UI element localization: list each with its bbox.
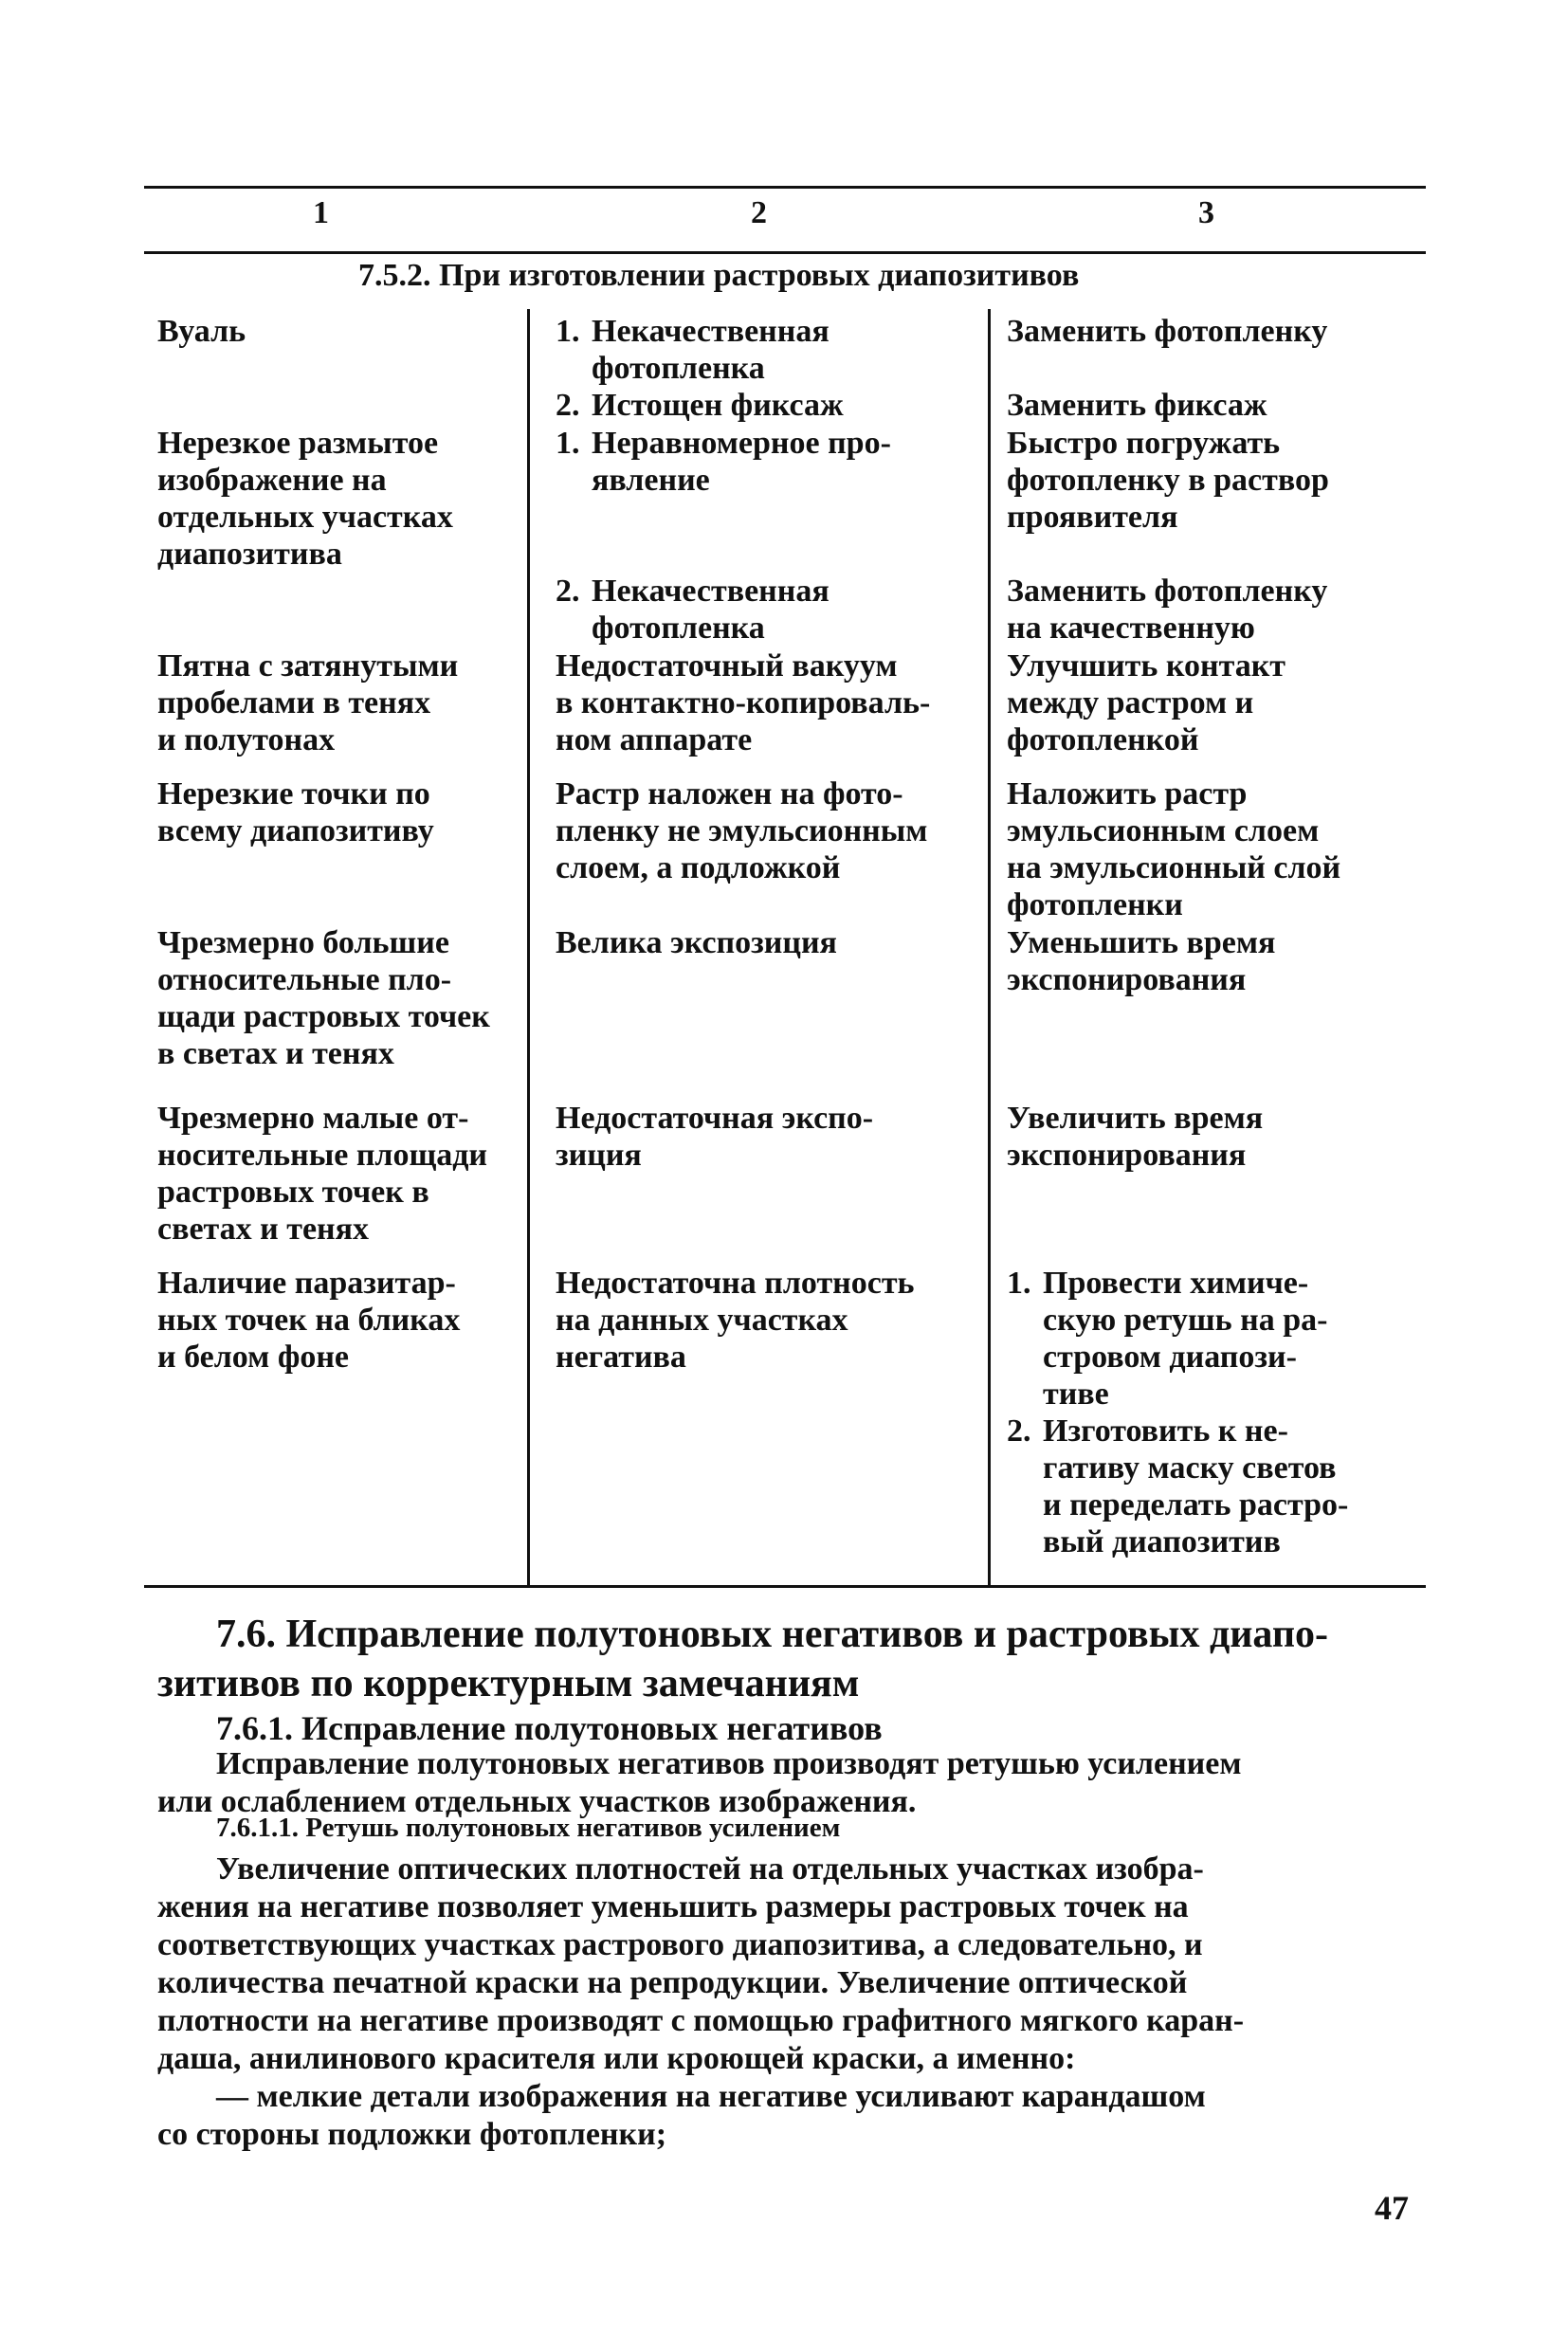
cell-line: фотопленкой [1007,722,1199,757]
cell-line: щади растровых точек [157,999,490,1034]
cell-line: светах и тенях [157,1212,370,1247]
cell-line: Заменить фотопленку [1007,574,1328,609]
table-row-5-causes [556,924,982,961]
cell-line: Наложить растр [1007,776,1248,811]
cell-line: и белом фоне [157,1340,350,1375]
cell-line: явление [592,463,710,498]
cell-line: Некачественная [592,574,830,609]
page-number: 47 [1375,2189,1409,2227]
cell-line: Уменьшить время [1007,925,1276,960]
cell-line: на качественную [1007,611,1255,646]
cell-line: гативу маску светов [1043,1450,1337,1486]
cell-line: Нерезкие точки по [157,776,430,811]
cell-line: Неравномерное про- [592,426,891,461]
cell-line: Недостаточна плотность [556,1266,915,1301]
paragraph-line: соответствующих участках растрового диапозитива, а следовательно, и [157,1927,1203,1962]
cell-line: Недостаточная экспо- [556,1101,874,1136]
cell-line: Велика экспозиция [556,925,837,960]
table-row-5-defect [157,924,518,1072]
cell-line: в контактно-копироваль- [556,685,931,720]
column-number-2: 2 [751,195,767,230]
cell-line: изображение на [157,463,387,498]
paragraph-line: количества печатной краски на репродукции. Увеличение оптической [157,1965,1188,2000]
paragraph-line: со стороны подложки фотопленки; [157,2117,667,2152]
subsection-heading: 7.6.1. Исправление полутоновых негативов [216,1709,883,1747]
cell-line: экспонирования [1007,962,1247,997]
cell-line: фотопленка [592,611,765,646]
cell-line: Наличие паразитар- [157,1266,456,1301]
column-number-3: 3 [1198,195,1214,230]
table-row-6-causes [556,1100,982,1174]
column-number-1: 1 [313,195,329,230]
table-row-4-remedy [1007,775,1424,923]
table-row-7-causes [556,1265,982,1376]
cell-line: между растром и [1007,685,1254,720]
cell-line: Нерезкое размытое [157,426,439,461]
table-bottom-rule [144,1585,1426,1588]
cell-line: на данных участках [556,1303,848,1338]
item-number: 1. [556,314,580,349]
cell-line: фотопленку в раствор [1007,463,1329,498]
cell-line: и переделать растро- [1043,1487,1349,1522]
cell-line: всему диапозитиву [157,813,434,848]
paragraph-line: жения на негативе позволяет уменьшить размеры растровых точек на [157,1889,1189,1924]
table-row-2-causes [556,425,982,647]
header-bottom-rule [144,251,1426,254]
section-heading [157,1610,1420,1708]
cell-line: фотопленка [592,351,765,386]
cell-line: на эмульсионный слой [1007,850,1341,885]
table-row-1-causes [556,313,982,424]
list-item [1007,1413,1424,1560]
cell-line: Пятна с затянутыми [157,648,459,684]
table-row-6-defect [157,1100,518,1248]
column-divider-1 [527,309,530,1585]
cell-line: Быстро погружать [1007,426,1281,461]
paragraph-1 [157,1745,1428,1821]
list-item [556,387,982,424]
table-row-7-remedy [1007,1265,1424,1560]
paragraph-line: Увеличение оптических плотностей на отдельных участках изобра- [216,1851,1204,1887]
paragraph-line: плотности на негативе производят с помощью графитного мягкого каран- [157,2003,1245,2038]
cell-line: и полутонах [157,722,336,757]
subsubsection-heading: 7.6.1.1. Ретушь полутоновых негативов усилением [216,1813,841,1843]
cell-line: эмульсионным слоем [1007,813,1320,848]
table-row-4-causes [556,775,982,886]
item-number: 2. [1007,1413,1031,1449]
paragraph-line: Исправление полутоновых негативов производят ретушью усилением [216,1746,1242,1781]
cell-line: слоем, а подложкой [556,850,841,885]
cell-line: фотопленки [1007,887,1183,922]
paragraph-line: или ослаблением отдельных участков изображения. [157,1784,917,1819]
cell-line: отдельных участках [157,500,453,535]
cell-line: проявителя [1007,500,1178,535]
cell-line: скую ретушь на ра- [1043,1303,1328,1338]
item-number: 1. [1007,1266,1031,1301]
cell-line: растровых точек в [157,1175,429,1210]
item-number: 2. [556,388,580,423]
table-row-5-remedy [1007,924,1424,998]
cell-line: Недостаточный вакуум [556,648,898,684]
table-row-3-remedy [1007,647,1424,758]
cell-line: ном аппарате [556,722,753,757]
list-item [556,573,982,647]
cell-line: зиция [556,1138,642,1173]
cell-line: Заменить фотопленку [1007,314,1328,349]
heading-line: 7.6. Исправление полутоновых негативов и растровых диапо- [216,1613,1329,1656]
table-row-3-causes [556,647,982,758]
table-top-rule [144,186,1426,189]
item-number: 2. [556,574,580,609]
cell-line: носительные площади [157,1138,488,1173]
cell-line: Вуаль [157,314,246,349]
paragraph-line: — мелкие детали изображения на негативе усиливают карандашом [216,2079,1206,2114]
cell-line: Провести химиче- [1043,1266,1309,1301]
list-item [556,313,982,387]
table-row-6-remedy [1007,1100,1424,1174]
cell-line: вый диапозитив [1043,1524,1281,1559]
cell-line: Чрезмерно малые от- [157,1101,469,1136]
item-number: 1. [556,426,580,461]
cell-line: экспонирования [1007,1138,1247,1173]
column-divider-2 [988,309,991,1585]
cell-line: стровом диапози- [1043,1340,1297,1375]
cell-line: Растр наложен на фото- [556,776,903,811]
paragraph-2 [157,1851,1428,2154]
cell-line: негатива [556,1340,686,1375]
cell-line: Изготовить к не- [1043,1413,1288,1449]
table-row-7-defect [157,1265,518,1376]
list-item [556,425,982,499]
table-row-3-defect [157,647,518,758]
table-row-1-defect [157,313,518,350]
cell-line: ных точек на бликах [157,1303,461,1338]
cell-line: пробелами в тенях [157,685,431,720]
cell-line: в светах и тенях [157,1036,394,1071]
table-row-2-defect [157,425,518,573]
cell-line: Заменить фиксаж [1007,388,1267,423]
table-row-2-remedy [1007,425,1424,647]
cell-line: пленку не эмульсионным [556,813,928,848]
list-item [1007,1265,1424,1413]
cell-line: Некачественная [592,314,830,349]
table-row-4-defect [157,775,518,849]
paragraph-line: даша, анилинового красителя или кроющей краски, а именно: [157,2041,1076,2076]
table-row-1-remedy [1007,313,1424,424]
cell-line: относительные пло- [157,962,452,997]
cell-line: Истощен фиксаж [592,388,844,423]
heading-line: зитивов по корректурным замечаниям [157,1662,860,1705]
cell-line: тиве [1043,1377,1109,1412]
cell-line: Увеличить время [1007,1101,1264,1136]
cell-line: Чрезмерно большие [157,925,449,960]
cell-line: диапозитива [157,537,342,572]
table-subsection-title: 7.5.2. При изготовлении растровых диапозитивов [358,258,1080,293]
cell-line: Улучшить контакт [1007,648,1285,684]
